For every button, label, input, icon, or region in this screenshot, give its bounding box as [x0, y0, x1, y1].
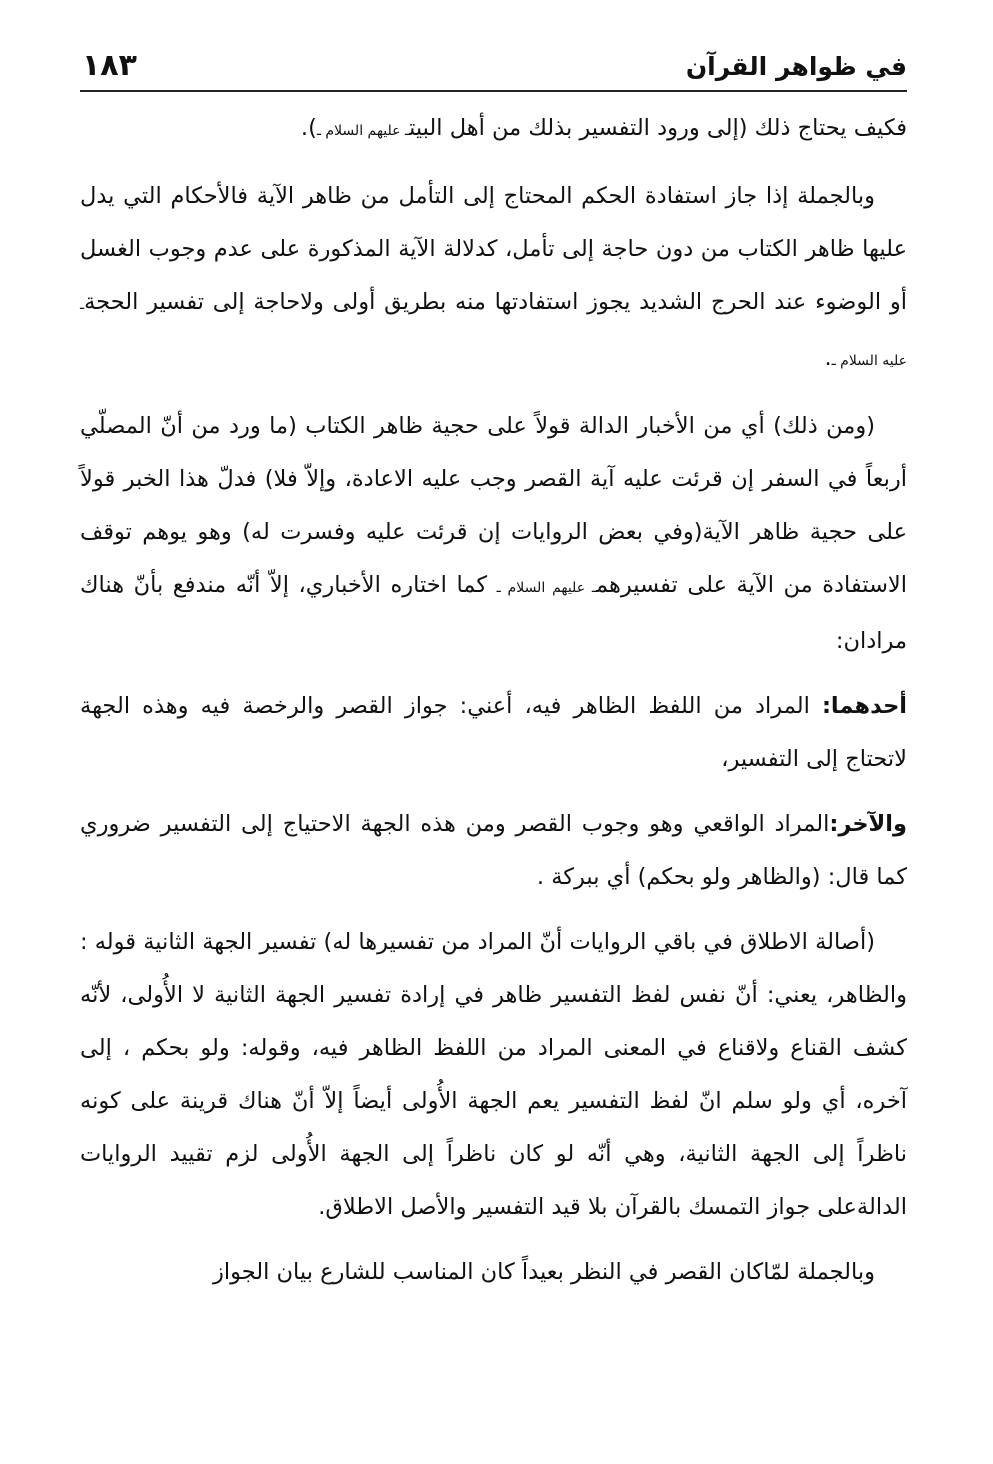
paragraph-6 [80, 916, 907, 1234]
paragraph-5 [80, 798, 907, 904]
paragraph-1-tail: ). [300, 115, 317, 141]
paragraph-6-text: (أصالة الاطلاق في باقي الروايات أنّ المراد من تفسيرها له) تفسير الجهة الثانية قوله : والظاهر، يعني: أنّ نفس لفظ التفسير ظاهر في إرادة تفسير الجهة الثانية لا الأُولى، لأنّه كشف القناع ولاقناع في المعنى المراد من اللفظ الظاهر فيه، وقوله: ولو بحكم ، إلى آخره، أي ولو سلم انّ لفظ التفسير يعم الجهة الأُولى أيضاً إلاّ أنّ هناك قرينة على كونه ناظراً إلى الجهة الثانية، وهي أنّه لو كان ناظراً إلى الجهة الأُولى لزم تقييد الروايات الدالةعلى جواز التمسك بالقرآن بلا قيد التفسير والأصل الاطلاق. [80, 929, 907, 1220]
paragraph-3-tail: كما اختاره الأخباري، إلاّ أنّه مندفع بأنّ هناك مرادان: [80, 572, 907, 654]
paragraph-3-text: (ومن ذلك) أي من الأخبار الدالة قولاً على حجية ظاهر الكتاب (ما ورد من أنّ المصلّي أربعاً في السفر إن قرئت عليه آية القصر وجب عليه الاعادة، وإلاّ فلا) فدلّ هذا الخبر قولاً على حجية ظاهر الآية(وفي بعض الروايات إن قرئت عليه وفسرت له) وهو يوهم توقف الاستفادة من الآية على تفسيرهم [80, 413, 908, 598]
page-header [80, 48, 907, 92]
paragraph-7-text: وبالجملة لمّاكان القصر في النظر بعيداً كان المناسب للشارع بيان الجواز [213, 1259, 875, 1285]
paragraph-7 [80, 1246, 907, 1299]
honorific-note: ـ عليهم السلام ـ [316, 123, 410, 139]
paragraph-2-text: وبالجملة إذا جاز استفادة الحكم المحتاج إلى التأمل من ظاهر الآية فالأحكام التي يدل عليها ظاهر الكتاب من دون حاجة إلى تأمل، كدلالة الآية المذكورة على عدم وجوب الغسل أو الوضوء عند الحرج الشديد يجوز استفادتها منه بطريق أولى ولاحاجة إلى تفسير الحجة [80, 183, 907, 315]
book-page [80, 0, 907, 1464]
running-title: في ظواهر القرآن [685, 52, 907, 81]
paragraph-5-text: المراد الواقعي وهو وجوب القصر ومن هذه الجهة الاحتياج إلى التفسير ضروري كما قال: (والظاهر ولو بحكم) أي ببركة . [80, 811, 907, 890]
page-number: ١٨٣ [82, 48, 137, 83]
honorific-note: ـ عليهم السلام ـ [496, 580, 597, 596]
body-text [80, 102, 907, 1311]
paragraph-4 [80, 680, 907, 786]
honorific-note: ـ عليه السلام ـ [80, 297, 907, 369]
paragraph-1-text: فكيف يحتاج ذلك (إلى ورود التفسير بذلك من أهل البيت [409, 115, 907, 141]
paragraph-3 [80, 400, 907, 668]
paragraph-5-lead: والآخر: [829, 811, 907, 837]
paragraph-1 [80, 102, 907, 158]
paragraph-4-text: المراد من اللفظ الظاهر فيه، أعني: جواز القصر والرخصة فيه وهذه الجهة لاتحتاج إلى التفسير، [80, 693, 907, 772]
paragraph-4-lead: أحدهما: [821, 693, 907, 719]
paragraph-2 [80, 170, 907, 388]
paragraph-2-tail: . [824, 345, 832, 371]
